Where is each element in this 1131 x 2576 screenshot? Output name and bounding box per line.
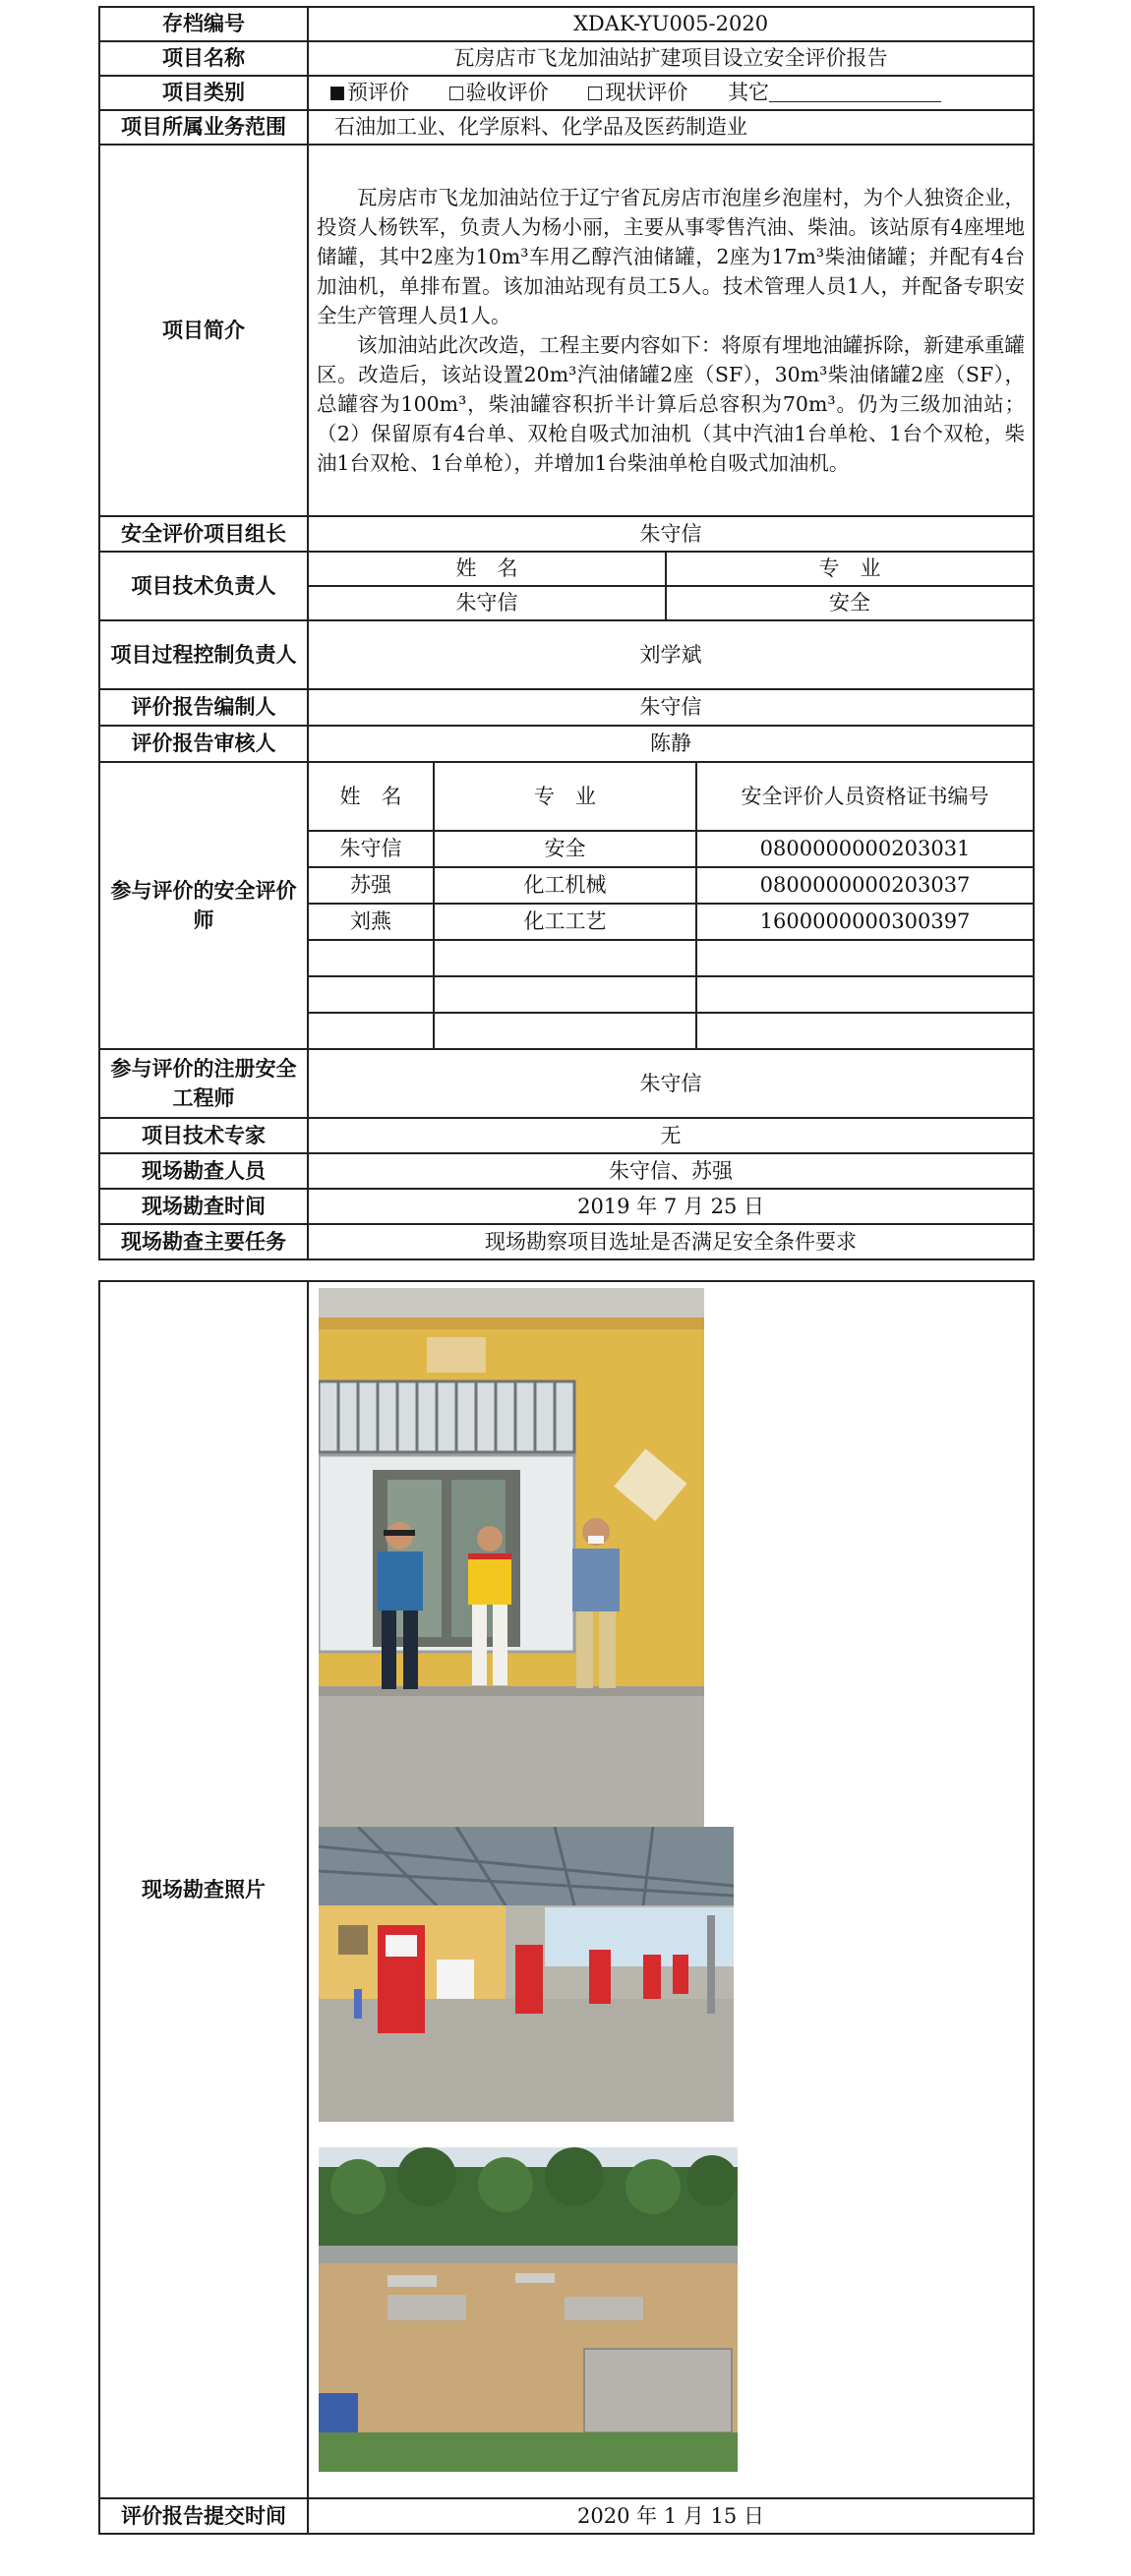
tech-lead-label: 项目技术负责人	[99, 552, 308, 620]
option-acceptance-evaluation: 验收评价	[449, 81, 549, 104]
photo-tank-area	[319, 2147, 738, 2472]
registered-engineer-label: 参与评价的注册安全工程师	[99, 1049, 308, 1118]
tech-lead-major-header: 专 业	[666, 552, 1034, 586]
assessor-name: 朱守信	[308, 831, 434, 867]
survey-task-label: 现场勘查主要任务	[99, 1224, 308, 1259]
assessor-cert: 1600000000300397	[696, 904, 1034, 940]
project-name-label: 项目名称	[99, 41, 308, 76]
photo-fuel-pumps	[319, 1827, 734, 2122]
option-other: 其它	[728, 81, 941, 104]
checkbox-empty-icon	[449, 87, 463, 100]
report-author-value: 朱守信	[308, 689, 1034, 726]
option-status-evaluation: 现状评价	[588, 81, 687, 104]
survey-staff-value: 朱守信、苏强	[308, 1153, 1034, 1189]
tech-lead-name-header: 姓 名	[308, 552, 666, 586]
survey-staff-label: 现场勘查人员	[99, 1153, 308, 1189]
process-control-label: 项目过程控制负责人	[99, 620, 308, 689]
process-control-value: 刘学斌	[308, 620, 1034, 689]
archive-no-value: XDAK-YU005-2020	[308, 7, 1034, 41]
tech-expert-label: 项目技术专家	[99, 1118, 308, 1153]
project-intro-label: 项目简介	[99, 145, 308, 516]
survey-time-label: 现场勘查时间	[99, 1189, 308, 1224]
assessor-major: 安全	[434, 831, 696, 867]
assessor-major: 化工工艺	[434, 904, 696, 940]
project-intro	[308, 145, 1034, 516]
photo-station-staff	[319, 1288, 704, 1827]
survey-time-value: 2019 年 7 月 25 日	[308, 1189, 1034, 1224]
team-leader-value: 朱守信	[308, 516, 1034, 552]
checkbox-checked-icon	[330, 87, 344, 100]
team-leader-label: 安全评价项目组长	[99, 516, 308, 552]
assessor-name: 苏强	[308, 867, 434, 904]
option-pre-evaluation: 预评价	[330, 81, 409, 104]
tech-expert-value: 无	[308, 1118, 1034, 1153]
intro-paragraph-1: 瓦房店市飞龙加油站位于辽宁省瓦房店市泡崖乡泡崖村，为个人独资企业，投资人杨铁军，负责人为杨小丽，主要从事零售汽油、柴油。该站原有4座埋地储罐，其中2座为10m³车用乙醇汽油储罐，2座为17m³柴油储罐；并配有4台加油机，单排布置。该加油站现有员工5人。技术管理人员1人，并配备专职安全生产管理人员1人。	[317, 186, 1026, 327]
assessors-cert-header: 安全评价人员资格证书编号	[696, 762, 1034, 831]
registered-engineer-value: 朱守信	[308, 1049, 1034, 1118]
checkbox-empty-icon	[588, 87, 602, 100]
assessors-label: 参与评价的安全评价师	[99, 762, 308, 1049]
project-category-options	[308, 76, 1034, 110]
report-reviewer-value: 陈静	[308, 726, 1034, 762]
intro-paragraph-2: 该加油站此次改造，工程主要内容如下：将原有埋地油罐拆除，新建承重罐区。改造后，该站设置20m³汽油储罐2座（SF），30m³柴油储罐2座（SF），总罐容为100m³，柴油罐容积折半计算后总容积为70m³。仍为三级加油站；（2）保留原有4台单、双枪自吸式加油机（其中汽油1台单枪、1台个双枪，柴油1台双枪、1台单枪），并增加1台柴油单枪自吸式加油机。	[317, 333, 1026, 475]
assessor-major: 化工机械	[434, 867, 696, 904]
business-scope-value: 石油加工业、化学原料、化学品及医药制造业	[308, 110, 1034, 145]
assessors-name-header: 姓 名	[308, 762, 434, 831]
submit-time-label: 评价报告提交时间	[99, 2498, 308, 2534]
assessor-cert: 0800000000203031	[696, 831, 1034, 867]
report-author-label: 评价报告编制人	[99, 689, 308, 726]
submit-time-value: 2020 年 1 月 15 日	[308, 2498, 1034, 2534]
other-blank-line	[769, 84, 941, 102]
project-name-value: 瓦房店市飞龙加油站扩建项目设立安全评价报告	[308, 41, 1034, 76]
project-category-label: 项目类别	[99, 76, 308, 110]
archive-no-label: 存档编号	[99, 7, 308, 41]
report-reviewer-label: 评价报告审核人	[99, 726, 308, 762]
business-scope-label: 项目所属业务范围	[99, 110, 308, 145]
tech-lead-major: 安全	[666, 586, 1034, 620]
survey-photos-label: 现场勘查照片	[99, 1281, 308, 2498]
assessor-cert: 0800000000203037	[696, 867, 1034, 904]
tech-lead-name: 朱守信	[308, 586, 666, 620]
survey-task-value: 现场勘察项目选址是否满足安全条件要求	[308, 1224, 1034, 1259]
assessor-name: 刘燕	[308, 904, 434, 940]
assessors-major-header: 专 业	[434, 762, 696, 831]
evaluation-info-table	[98, 6, 1035, 1260]
